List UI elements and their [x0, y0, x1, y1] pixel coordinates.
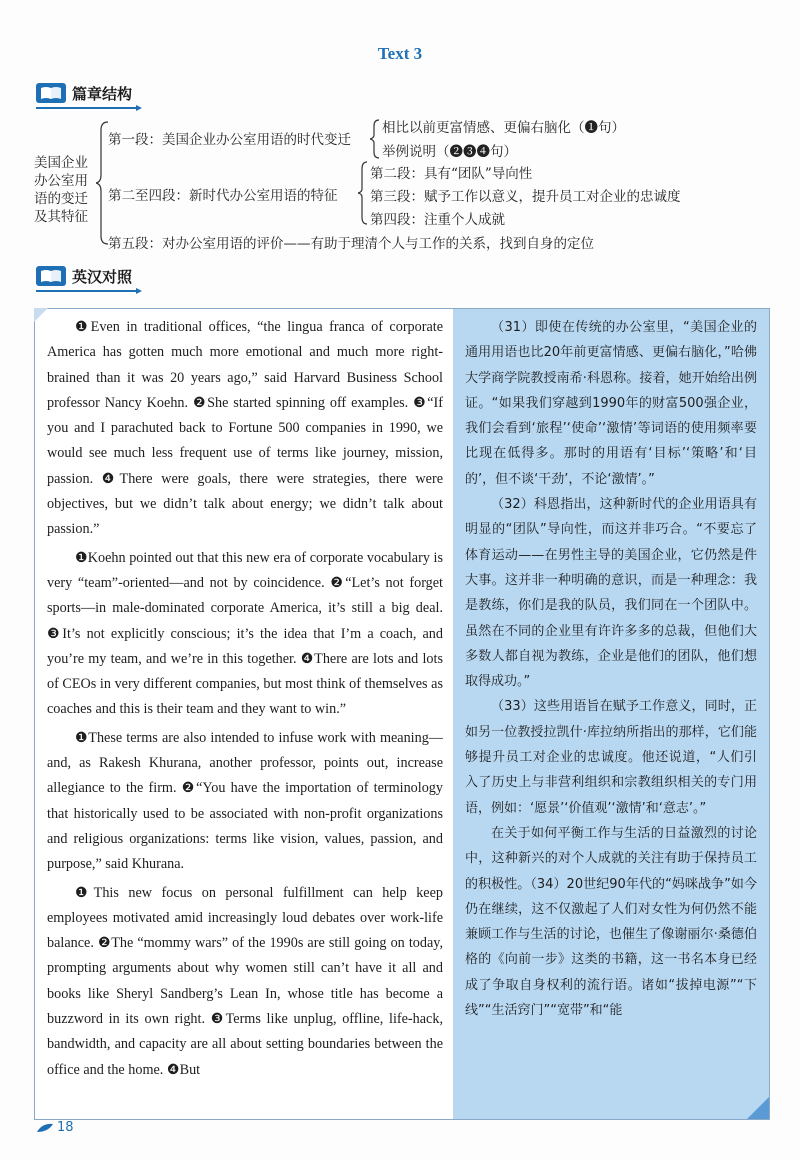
bilingual-section-label: 英汉对照: [72, 267, 133, 286]
structure-para5: 第五段：对办公室用语的评价——有助于理清个人与工作的关系，找到自身的定位: [108, 236, 594, 252]
structure-para3: 第三段：赋予工作以意义，提升员工对企业的忠诚度: [370, 189, 681, 205]
structure-diagram: [0, 0, 800, 260]
book-icon: [36, 266, 66, 286]
english-column: [47, 315, 443, 1086]
english-paragraph-3: ❶These terms are also intended to infuse work with meaning—and, as Rakesh Khurana, another professor, points out, increase allegiance to the firm. ❷“You have the importation of terminology that historically used to be associated with non-profit organizations and religious organizations: terms like vision, values, passion, and purpose,” said Khurana.: [47, 729, 443, 873]
page-footer: [36, 1120, 74, 1135]
page-number: 18: [57, 1120, 74, 1135]
structure-para2: 第二段：具有“团队”导向性: [370, 166, 533, 182]
chinese-paragraph-3: （33）这些用语旨在赋予工作意义，同时，正如另一位教授拉凯什·库拉纳所指出的那样，它们能够提升员工对企业的忠诚度。他还说道，“人们引入了历史上与非营利组织和宗教组织相关的专门用语，例如：‘愿景’‘价值观’‘激情’和‘意志’。”: [465, 699, 757, 816]
chinese-paragraph-4: 在关于如何平衡工作与生活的日益激烈的讨论中，这种新兴的对个人成就的关注有助于保持员工的积极性。（34）20世纪90年代的“妈咪战争”如今仍在继续，这不仅激起了人们对女性为何仍然不能兼顾工作与生活的讨论，也催生了像谢丽尔·桑德伯格的《向前一步》这类的书籍，这一书名本身已经成了争取自身权利的流行语。诸如“拔掉电源”“下线”“生活窍门”“宽带”和“能: [465, 825, 757, 1019]
structure-para1: 第一段：美国企业办公室用语的时代变迁: [108, 132, 351, 148]
chinese-paragraph-2: （32）科恩指出，这种新时代的企业用语具有明显的“团队”导向性，而这并非巧合。“不要忘了体育运动——在男性主导的美国企业，它仍然是件大事。这并非一种明确的意识，而是一种理念：我是教练，你们是我的队员，我们同在一个团队中。虽然在不同的企业里有许许多多的总裁，但他们大多数人都自视为教练，企业是他们的团队，他们想取得成功。”: [465, 497, 757, 690]
page-title: Text 3: [377, 44, 423, 63]
english-paragraph-1: ❶Even in traditional offices, “the lingua franca of corporate America has gotten much more emotional and much more right-brained than it was 20 years ago,” said Harvard Business School professor Nancy Koehn. ❷She started spinning off examples. ❸“If you and I parachuted back to Fortune 500 companies in 1990, we would see much less frequent use of terms like journey, mission, passion. ❹There were goals, there were strategies, there were objectives, but we didn’t talk about energy; we didn’t talk about passion.”: [47, 319, 443, 538]
para2-4-brace: [358, 160, 368, 226]
structure-para4: 第四段：注重个人成就: [370, 212, 505, 228]
leaf-icon: [36, 1123, 54, 1133]
structure-root: 美国企业办公室用语的变迁及其特征: [34, 155, 88, 225]
structure-para2-4: 第二至四段：新时代办公室用语的特征: [108, 188, 338, 204]
structure-section-label: 篇章结构: [72, 84, 133, 103]
english-paragraph-2: ❶Koehn pointed out that this new era of corporate vocabulary is very “team”-oriented—and not by coincidence. ❷“Let’s not forget sports—in male-dominated corporate America, it’s still a big deal. ❸It’s not explicitly conscious; it’s the idea that I’m a coach, and you’re my team, and we’re in this together. ❹There are lots and lots of CEOs in very different companies, but most think of themselves as coaches and this is their team and they want to win.”: [47, 549, 443, 718]
para1-brace: [370, 118, 380, 160]
chinese-column: [453, 309, 769, 1119]
chinese-paragraph-1: （31）即使在传统的办公室里，“美国企业的通用用语也比20年前更富情感、更偏右脑化，”哈佛大学商学院教授南希·科恩称。接着，她开始给出例证。“如果我们穿越到1990年的财富500强企业，我们会看到‘旅程’‘使命’‘激情’等词语的使用频率要比现在低得多。那时的用语有‘目标’‘策略’和‘目的’，但不谈‘干劲’，不论‘激情’。”: [465, 320, 757, 487]
english-paragraph-4: ❶This new focus on personal fulfillment can help keep employees motivated amid increasingly loud debates over work-life balance. ❷The “mommy wars” of the 1990s are still going on today, prompting arguments about why women still can’t have it all and books like Sheryl Sandberg’s Lean In, whose title has become a buzzword in its own right. ❸Terms like unplug, offline, life-hack, bandwidth, and capacity are all about setting boundaries between the office and the home. ❹But: [47, 884, 443, 1078]
page-fold-decoration: [747, 1097, 769, 1119]
structure-para1-sub2: 举例说明（❷❸❹句）: [382, 144, 517, 160]
structure-para1-sub1: 相比以前更富情感、更偏右脑化（❶句）: [382, 120, 625, 136]
bilingual-section-header: [36, 263, 136, 289]
bilingual-box: [34, 308, 770, 1120]
